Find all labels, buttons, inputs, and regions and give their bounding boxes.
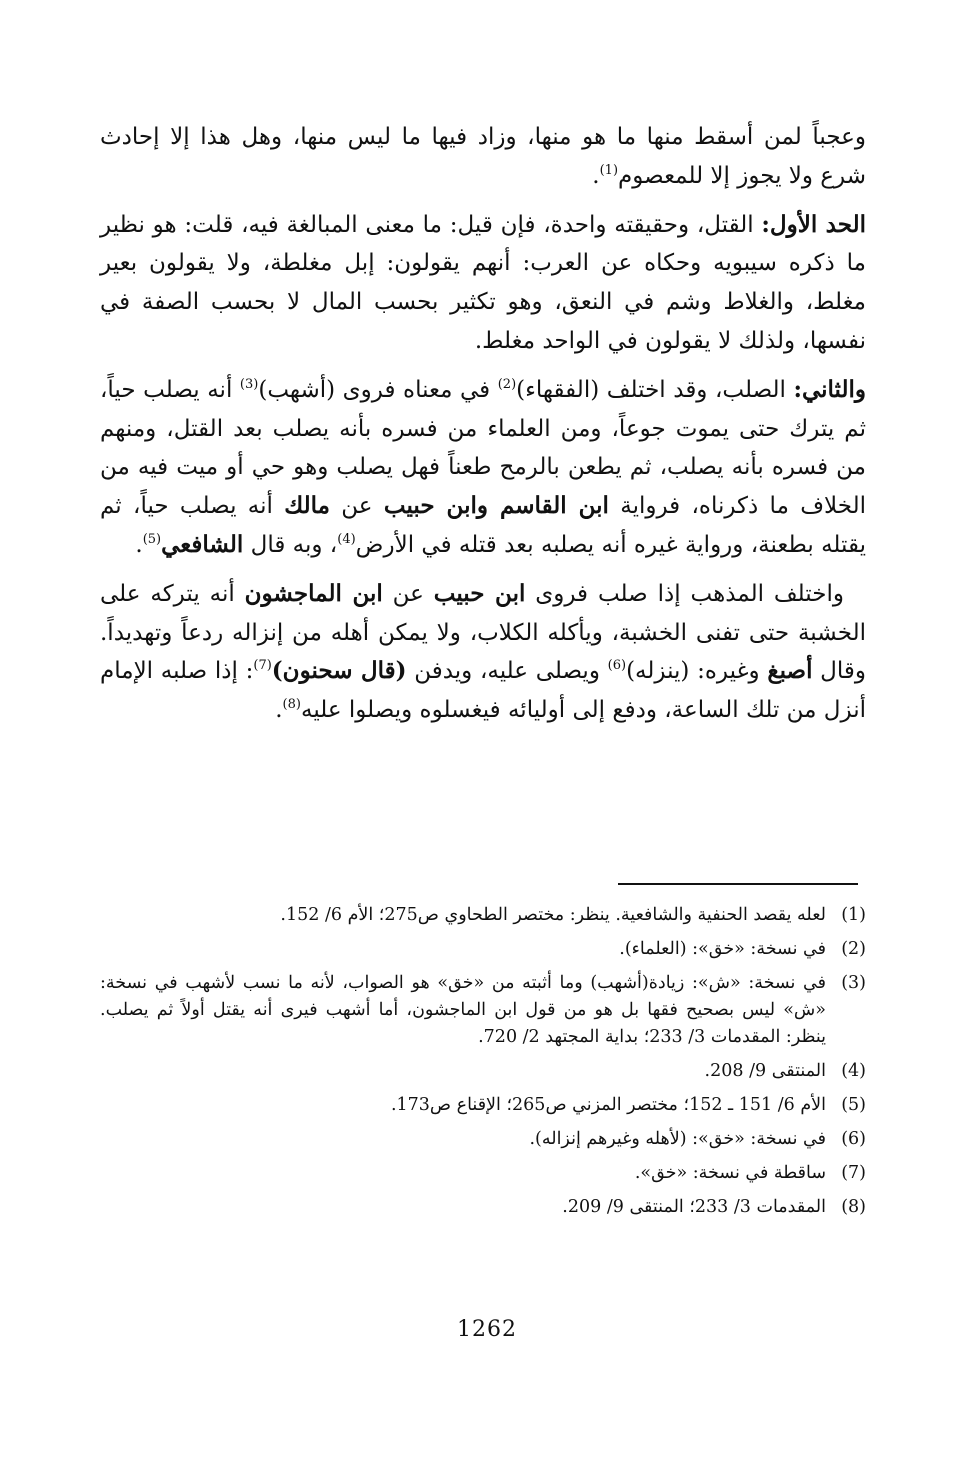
- footnote-ref-8[interactable]: (8): [282, 697, 301, 713]
- footnote-number: (5): [841, 1095, 866, 1115]
- page-number: 1262: [457, 1317, 517, 1342]
- footnote-ref-5[interactable]: (5): [142, 531, 162, 547]
- footnote-number: (4): [841, 1061, 866, 1081]
- footnote-number: (3): [841, 973, 866, 993]
- footnote-separator: [618, 883, 858, 885]
- footnote-item: [100, 1160, 866, 1187]
- main-text: [100, 118, 866, 740]
- footnote-ref-6[interactable]: (6): [607, 658, 627, 674]
- name-ibn-habib: ابن حبيب: [433, 579, 526, 607]
- footnote-number: (8): [841, 1197, 866, 1217]
- footnote-ref-3[interactable]: (3): [239, 376, 259, 392]
- footnotes: [100, 902, 866, 1228]
- name-ibn-qasim-ibn-habib: ابن القاسم وابن حبيب: [383, 492, 609, 520]
- section-heading-second: والثاني:: [793, 375, 866, 403]
- footnote-ref-2[interactable]: (2): [497, 376, 517, 392]
- name-ibn-majishun: ابن الماجشون: [244, 579, 383, 607]
- footnote-text: المنتقى 9/ 208.: [704, 1061, 826, 1081]
- name-shafii: الشافعي: [161, 530, 244, 558]
- footnote-number: (7): [841, 1163, 866, 1183]
- footnote-text: في نسخة: «ش»: زيادة(أشهب) وما أثبته من «خق» هو الصواب، لأنه ما نسب لأشهب في نسخة: «ش» ليس بصحيح فقها بل هو من قول ابن الماجشون، أما أشهب فيرى أنه يقتل أولاً ثم يصلب. ينظر: المقدمات 3/ 233؛ بداية المجتهد 2/ 720.: [100, 973, 826, 1047]
- paragraph-2: الحد الأول: القتل، وحقيقته واحدة، فإن قيل: ما معنى المبالغة فيه، قلت: هو نظير ما ذكره سيبويه وحكاه عن العرب: أنهم يقولون: إبل مغلطة، ولا يقولون بعير مغلط، والغلاط وشم في النعق، وهو تكثير بحسب المال لا بحسب الصفة في نفسها، ولذلك لا يقولون في الواحد مغلط.: [100, 210, 866, 354]
- footnote-item: [100, 1058, 866, 1085]
- footnote-text: المقدمات 3/ 233؛ المنتقى 9/ 209.: [562, 1197, 826, 1217]
- name-malik: مالك: [284, 492, 330, 520]
- section-heading-first: الحد الأول:: [761, 210, 866, 238]
- footnote-text: الأم 6/ 151 ـ 152؛ مختصر المزني ص265؛ الإقناع ص173.: [390, 1095, 826, 1115]
- footnote-text: في نسخة: «خق»: (لأهله وغيرهم إنزاله).: [529, 1129, 826, 1149]
- footnote-ref-7[interactable]: (7): [253, 658, 272, 674]
- footnote-text: ساقطة في نسخة: «خق».: [634, 1163, 826, 1183]
- footnote-ref-4[interactable]: (4): [337, 531, 356, 547]
- footnote-item: [100, 1194, 866, 1221]
- paragraph-4: واختلف المذهب إذا صلب فروى ابن حبيب عن ابن الماجشون أنه يتركه على الخشبة حتى تفنى الخشبة، ويأكله الكلاب، ولا يمكن أهله من إنزاله ردعاً وتهديداً. وقال أصبغ وغيره: (ينزله)$^{(6)}$ ويصلى عليه، ويدفن (قال سحنون)$^{(7)}$: إذا صلبه الإمام أنزل من تلك الساعة، ودفع إلى أوليائه فيغسلوه ويصلوا عليه$^{(8)}$.: [100, 579, 866, 724]
- footnote-text: لعله يقصد الحنفية والشافعية. ينظر: مختصر الطحاوي ص275؛ الأم 6/ 152.: [280, 905, 826, 925]
- footnote-item: [100, 1126, 866, 1153]
- paragraph-1: وعجباً لمن أسقط منها ما هو منها، وزاد فيها ما ليس منها، وهل هذا إلا إحادث شرع ولا يجوز إلا للمعصوم$^{(1)}$.: [100, 124, 866, 189]
- name-sahnun: (قال سحنون): [271, 657, 407, 685]
- footnote-ref-1[interactable]: (1): [599, 162, 619, 178]
- paragraph-3: والثاني: الصلب، وقد اختلف (الفقهاء)$^{(2)}$ في معناه فروى (أشهب)$^{(3)}$ أنه يصلب حياً، ثم يترك حتى يموت جوعاً، ومن العلماء من فسره بأنه يصلب بعد القتل، ومنهم من فسره بأنه يصلب، ثم يطعن بالرمح طعناً فهل يصلب وهو حي أو ميت فيه من الخلاف ما ذكرناه، فرواية ابن القاسم وابن حبيب عن مالك أنه يصلب حياً، ثم يقتله بطعنة، ورواية غيره أنه يصلبه بعد قتله في الأرض$^{(4)}$، وبه قال الشافعي$^{(5)}$.: [100, 375, 867, 558]
- footnote-text: في نسخة: «خق»: (العلماء).: [619, 939, 826, 959]
- footnote-number: (1): [841, 905, 866, 925]
- footnote-number: (2): [841, 939, 866, 959]
- footnote-item: [100, 936, 866, 963]
- footnote-item: [100, 970, 866, 1051]
- name-asbagh: أصبغ: [767, 657, 813, 685]
- footnote-number: (6): [841, 1129, 866, 1149]
- footnote-item: [100, 1092, 866, 1119]
- footnote-item: [100, 902, 866, 929]
